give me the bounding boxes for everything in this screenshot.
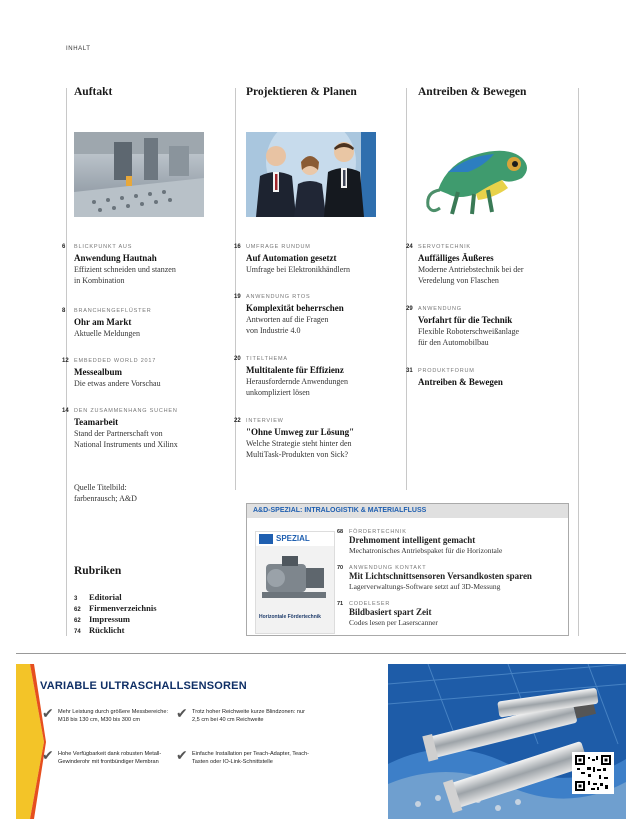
- rubrik-item[interactable]: [74, 592, 157, 603]
- cover-credit-line: farbenrausch; A&D: [74, 494, 137, 503]
- entry-title: "Ohne Umweg zur Lösung": [246, 427, 355, 437]
- entry-title: Drehmoment intelligent gemacht: [349, 535, 476, 545]
- entry-title: Anwendung Hautnah: [74, 253, 157, 263]
- entry-title: Vorfahrt für die Technik: [418, 315, 513, 325]
- page-number: 62: [74, 618, 81, 624]
- entry-desc: Veredelung von Flaschen: [418, 276, 499, 285]
- cover-credit-line: Quelle Titelbild:: [74, 483, 127, 492]
- rubriken-heading: Rubriken: [74, 565, 122, 577]
- toc-entry[interactable]: [406, 368, 576, 388]
- entry-desc: Antworten auf die Fragen: [246, 315, 329, 324]
- page-number: 22: [234, 418, 241, 424]
- spezial-entry[interactable]: [337, 565, 565, 592]
- column-auftakt: [66, 86, 228, 104]
- entry-desc: Herausfordernde Anwendungen: [246, 377, 348, 386]
- page-number: 71: [337, 601, 344, 607]
- entry-desc: Stand der Partnerschaft von: [74, 429, 163, 438]
- divider-4: [578, 88, 579, 636]
- page-number: 12: [62, 358, 69, 364]
- ad-bullet: Einfache Installation per Teach-Adapter, Teach-Tasten oder IO-Link-Schnittstelle: [192, 751, 310, 766]
- entry-desc: von Industrie 4.0: [246, 326, 301, 335]
- rubrik-item[interactable]: [74, 625, 157, 636]
- page-number: 8: [62, 308, 66, 314]
- toc-entry[interactable]: [62, 358, 222, 389]
- entry-desc: Moderne Antriebstechnik bei der: [418, 265, 524, 274]
- entry-desc: Aktuelle Meldungen: [74, 329, 140, 338]
- divider-3: [406, 88, 407, 490]
- entry-desc: für den Automobilbau: [418, 338, 489, 347]
- rubrik-item[interactable]: [74, 603, 157, 614]
- spezial-cover-subtitle: Horizontale Fördertechnik: [259, 614, 321, 620]
- checkmark-icon: ✔: [176, 706, 188, 722]
- entry-desc: National Instruments und Xilinx: [74, 440, 178, 449]
- toc-entry[interactable]: [62, 308, 222, 339]
- ad-sensor-image: [388, 664, 626, 819]
- spezial-heading: A&D-SPEZIAL: INTRALOGISTIK & MATERIALFLUSS: [247, 504, 568, 518]
- entry-title: Komplexität beherrschen: [246, 303, 344, 313]
- entry-desc: Lagerverwaltungs-Software setzt auf 3D-Messung: [349, 582, 501, 591]
- category-label: SERVOTECHNIK: [418, 244, 471, 250]
- advertisement: [16, 653, 626, 825]
- ad-bullet: Mehr Leistung durch größere Messbereiche: M18 bis 130 cm, M30 bis 300 cm: [58, 709, 169, 724]
- rubrik-label: Impressum: [89, 614, 130, 624]
- ad-banner[interactable]: [16, 664, 626, 819]
- page-number: 68: [337, 529, 344, 535]
- thumbnail-cutting-machine: [74, 132, 204, 217]
- entry-title: Ohr am Markt: [74, 317, 132, 327]
- page-number: 14: [62, 408, 69, 414]
- category-label: ANWENDUNG KONTAKT: [349, 565, 427, 571]
- toc-entry[interactable]: [406, 244, 576, 286]
- rubrik-label: Firmenverzeichnis: [89, 603, 157, 613]
- page-number: 3: [74, 596, 78, 602]
- spezial-cover-image[interactable]: [255, 531, 335, 634]
- column-heading: Antreiben & Bewegen: [418, 86, 527, 98]
- entry-desc: Umfrage bei Elektronikhändlern: [246, 265, 350, 274]
- rubrik-item[interactable]: [74, 614, 157, 625]
- category-label: FÖRDERTECHNIK: [349, 529, 407, 535]
- page-number: 62: [74, 607, 81, 613]
- category-label: EMBEDDED WORLD 2017: [74, 358, 157, 364]
- category-label: UMFRAGE RUNDUM: [246, 244, 311, 250]
- page-number: 6: [62, 244, 66, 250]
- ad-title: VARIABLE ULTRASCHALLSENSOREN: [40, 680, 247, 692]
- entry-desc: Welche Strategie steht hinter den: [246, 439, 352, 448]
- category-label: CODELESER: [349, 601, 391, 607]
- entry-desc: Codes lesen per Laserscanner: [349, 618, 438, 627]
- page-number: 29: [406, 306, 413, 312]
- thumbnail-chameleon: [418, 132, 548, 217]
- toc-entry[interactable]: [234, 294, 394, 336]
- checkmark-icon: ✔: [42, 706, 54, 722]
- category-label: ANWENDUNG: [418, 306, 462, 312]
- entry-title: Auffälliges Äußeres: [418, 253, 494, 263]
- entry-desc: MultiTask-Produkten von Sick?: [246, 450, 349, 459]
- entry-title: Messealbum: [74, 367, 122, 377]
- entry-desc: in Kombination: [74, 276, 125, 285]
- toc-entry[interactable]: [234, 244, 394, 275]
- entry-desc: Flexible Roboterschweißanlage: [418, 327, 520, 336]
- cover-credit: [74, 482, 137, 504]
- toc-entry[interactable]: [62, 408, 222, 450]
- page-number: 70: [337, 565, 344, 571]
- category-label: TITELTHEMA: [246, 356, 288, 362]
- toc-entry[interactable]: [406, 306, 576, 348]
- spezial-entry[interactable]: [337, 601, 565, 628]
- page-number: 24: [406, 244, 413, 250]
- entry-title: Auf Automation gesetzt: [246, 253, 337, 263]
- entry-title: Antreiben & Bewegen: [418, 377, 503, 387]
- spezial-entry[interactable]: [337, 529, 565, 556]
- spezial-cover-label: SPEZIAL: [276, 534, 310, 543]
- checkmark-icon: ✔: [42, 748, 54, 764]
- toc-entry[interactable]: [62, 244, 222, 286]
- column-antreiben: [408, 86, 578, 104]
- thumbnail-team-photo: [246, 132, 376, 217]
- category-label: BLICKPUNKT AUS: [74, 244, 133, 250]
- page-number: 20: [234, 356, 241, 362]
- entry-desc: Die etwas andere Vorschau: [74, 379, 161, 388]
- qr-code-icon[interactable]: [572, 752, 614, 794]
- column-heading: Auftakt: [74, 86, 113, 98]
- category-label: BRANCHENGEFLÜSTER: [74, 308, 152, 314]
- entry-title: Mit Lichtschnittsensoren Versandkosten sparen: [349, 571, 532, 581]
- ad-bullet: Trotz hoher Reichweite kurze Blindzonen: nur 2,5 cm bei 40 cm Reichweite: [192, 709, 305, 724]
- page-number: 31: [406, 368, 413, 374]
- rubrik-label: Rücklicht: [89, 625, 125, 635]
- toc-entry[interactable]: [234, 418, 394, 460]
- spezial-box: [246, 503, 569, 636]
- category-label: INTERVIEW: [246, 418, 284, 424]
- page-number: 19: [234, 294, 241, 300]
- column-projektieren: [238, 86, 400, 104]
- category-label: DEN ZUSAMMENHANG SUCHEN: [74, 408, 178, 414]
- checkmark-icon: ✔: [176, 748, 188, 764]
- page-number: 74: [74, 629, 81, 635]
- section-label: INHALT: [66, 46, 91, 52]
- entry-title: Bildbasiert spart Zeit: [349, 607, 432, 617]
- rubrik-label: Editorial: [89, 592, 122, 602]
- ad-bullet: Hohe Verfügbarkeit dank robusten Metall-Gewinderohr mit frontbündiger Membran: [58, 751, 162, 766]
- page-number: 16: [234, 244, 241, 250]
- rubriken-list: [74, 592, 157, 636]
- category-label: ANWENDUNG RTOS: [246, 294, 311, 300]
- category-label: PRODUKTFORUM: [418, 368, 475, 374]
- column-heading: Projektieren & Planen: [246, 86, 357, 98]
- entry-title: Multitalente für Effizienz: [246, 365, 344, 375]
- entry-desc: unkompliziert lösen: [246, 388, 310, 397]
- entry-desc: Mechatronisches Antriebspaket für die Horizontale: [349, 546, 503, 555]
- toc-entry[interactable]: [234, 356, 394, 398]
- entry-title: Teamarbeit: [74, 417, 119, 427]
- entry-desc: Effizient schneiden und stanzen: [74, 265, 176, 274]
